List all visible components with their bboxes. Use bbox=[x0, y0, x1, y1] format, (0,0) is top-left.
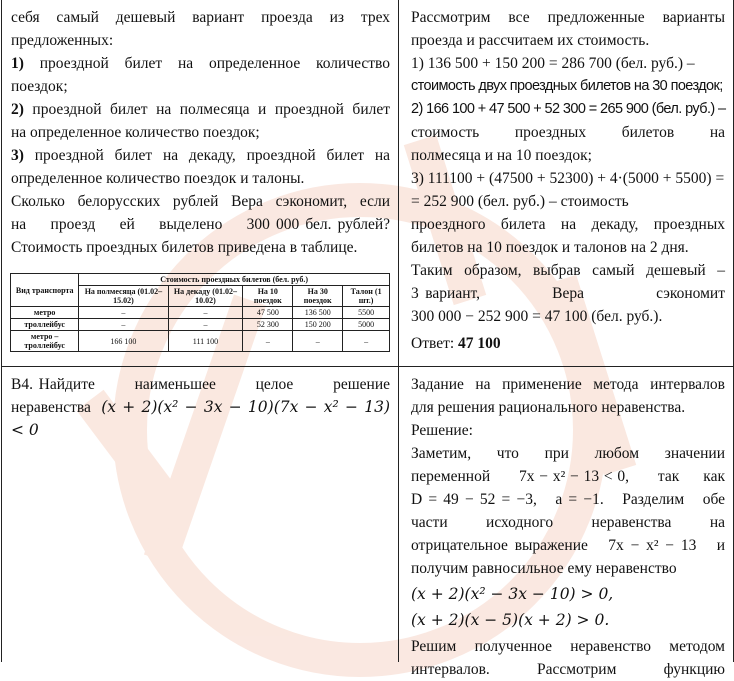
option-3: 3) проездной билет на декаду, проездной билет на bbox=[11, 147, 390, 164]
problem-cell bbox=[2, 0, 399, 367]
table-cell: – bbox=[168, 307, 243, 319]
solution-line: 300 000 − 252 900 = 47 100 (бел. руб.). bbox=[411, 308, 663, 325]
b4-solution-line: интервалов. Рассмотрим функцию bbox=[411, 661, 725, 678]
option-number: 1) bbox=[11, 55, 24, 72]
b4-solution-line: переменной 7x − x² − 13 < 0, так как bbox=[411, 468, 725, 485]
content-grid bbox=[1, 0, 734, 678]
table-cell: – bbox=[79, 319, 168, 331]
option-number: 2) bbox=[11, 101, 24, 118]
problem-line: Стоимость проездных билетов приведена в таблице. bbox=[11, 239, 358, 256]
problem-line: себя самый дешевый вариант проезда из трех bbox=[11, 9, 390, 26]
b4-solution-line: для решения рационального неравенства. bbox=[411, 399, 686, 416]
row-header: Вид транспорта bbox=[11, 274, 79, 307]
table-cell: – bbox=[293, 331, 343, 352]
b4-solution-line: части исходного неравенства на bbox=[411, 514, 725, 531]
answer-value: 47 100 bbox=[458, 335, 501, 352]
table-cell: 150 200 bbox=[293, 319, 343, 331]
option-number: 3) bbox=[11, 147, 24, 164]
task-b4-line: В4. Найдите наименьшее целое решение bbox=[11, 376, 390, 393]
table-cell: – bbox=[243, 331, 293, 352]
b4-formula: (x + 2)(x − 5)(x + 2) > 0. bbox=[411, 611, 610, 629]
answer-label: Ответ: bbox=[411, 335, 455, 352]
table-cell: – bbox=[343, 331, 390, 352]
problem-line: на определенное количество поездок; bbox=[11, 124, 260, 141]
table-cell: 111 100 bbox=[168, 331, 243, 352]
solution-line: Таким образом, выбрав самый дешевый – bbox=[411, 262, 725, 279]
problem-line: определенное количество поездок и талоны. bbox=[11, 170, 305, 187]
problem-line: поездок; bbox=[11, 78, 68, 95]
column-header: На полмесяца (01.02–15.02) bbox=[79, 286, 168, 307]
task-b4-text bbox=[2, 367, 398, 442]
column-header: На 10 поездок bbox=[243, 286, 293, 307]
solution-line: Рассмотрим все предложенные варианты bbox=[411, 9, 725, 26]
inequality-prefix: неравенства bbox=[11, 399, 91, 416]
row-name: троллейбус bbox=[11, 319, 79, 331]
column-header: Талон (1 шт.) bbox=[343, 286, 390, 307]
solution-text bbox=[399, 0, 733, 355]
task-b4-solution-text bbox=[399, 367, 733, 681]
solution-cell bbox=[399, 0, 733, 367]
problem-text bbox=[2, 0, 398, 259]
table-cell: – bbox=[79, 307, 168, 319]
solution-line: 3 вариант, Вера сэкономит bbox=[411, 285, 725, 302]
option-2: 2) проездной билет на полмесяца и проездной билет bbox=[11, 101, 390, 118]
answer-line bbox=[411, 332, 725, 355]
table-cell: 5000 bbox=[343, 319, 390, 331]
b4-solution-line: D = 49 − 52 = −3, a = −1. Разделим обе bbox=[411, 491, 725, 508]
solution-line: проезда и рассчитаем их стоимость. bbox=[411, 32, 650, 49]
solution-line: полмесяца и на 10 поездок; bbox=[411, 147, 592, 164]
b4-solution-line: Решим полученное неравенство методом bbox=[411, 638, 725, 655]
problem-line: на проезд ей выделено 300 000 бел. рублей? bbox=[11, 216, 390, 233]
column-header: На декаду (01.02–10.02) bbox=[168, 286, 243, 307]
solution-line: проездного билета на декаду, проездных bbox=[411, 216, 725, 233]
solution-line: = 252 900 (бел. руб.) – стоимость bbox=[411, 193, 629, 210]
table-cell: 166 100 bbox=[79, 331, 168, 352]
task-b4-cell bbox=[2, 367, 399, 662]
row-name: метро – троллейбус bbox=[11, 331, 79, 352]
task-b4-inequality-line bbox=[11, 396, 390, 442]
table-row bbox=[11, 331, 390, 352]
b4-solution-line: получим равносильное ему неравенство bbox=[411, 560, 677, 577]
option-1: 1) проездной билет на определенное количество bbox=[11, 55, 390, 72]
b4-formula: (x + 2)(x² − 3x − 10) > 0, bbox=[411, 585, 614, 603]
solution-line: стоимость двух проездных билетов на 30 поездок; bbox=[411, 78, 723, 94]
b4-solution-line: отрицательное выражение 7x − x² − 13 и bbox=[411, 537, 725, 554]
b4-solution-line: Заметим, что при любом значении bbox=[411, 445, 725, 462]
problem-line: предложенных: bbox=[11, 32, 114, 49]
table-row bbox=[11, 319, 390, 331]
header-group: Стоимость проездных билетов (бел. руб.) bbox=[79, 274, 390, 286]
column-header: На 30 поездок bbox=[293, 286, 343, 307]
solution-line: стоимость проездных билетов на bbox=[411, 124, 725, 141]
table-cell: 5500 bbox=[343, 307, 390, 319]
table-row bbox=[11, 307, 390, 319]
task-b4-solution-cell bbox=[399, 367, 733, 678]
solution-line: билетов на 10 поездок и талонов на 2 дня. bbox=[411, 239, 689, 256]
b4-solution-line: Задание на применение метода интервалов bbox=[411, 376, 725, 393]
table-cell: 136 500 bbox=[293, 307, 343, 319]
table-cell: 52 300 bbox=[243, 319, 293, 331]
solution-line: 1) 136 500 + 150 200 = 286 700 (бел. руб.) – bbox=[411, 55, 695, 72]
problem-line: Сколько белорусских рублей Вера сэкономит, если bbox=[11, 193, 390, 210]
solution-line: 2) 166 100 + 47 500 + 52 300 = 265 900 (бел. руб.) – bbox=[411, 101, 726, 117]
b4-solution-heading: Решение: bbox=[411, 422, 473, 439]
table-cell: – bbox=[168, 319, 243, 331]
solution-line: 3) 111100 + (47500 + 52300) + 4·(5000 + 5500) = bbox=[411, 170, 725, 187]
price-table bbox=[10, 273, 390, 352]
table-cell: 47 500 bbox=[243, 307, 293, 319]
row-name: метро bbox=[11, 307, 79, 319]
inequality-formula: (x + 2)(x² − 3x − 10)(7x − x² − 13) < 0 bbox=[11, 398, 391, 439]
